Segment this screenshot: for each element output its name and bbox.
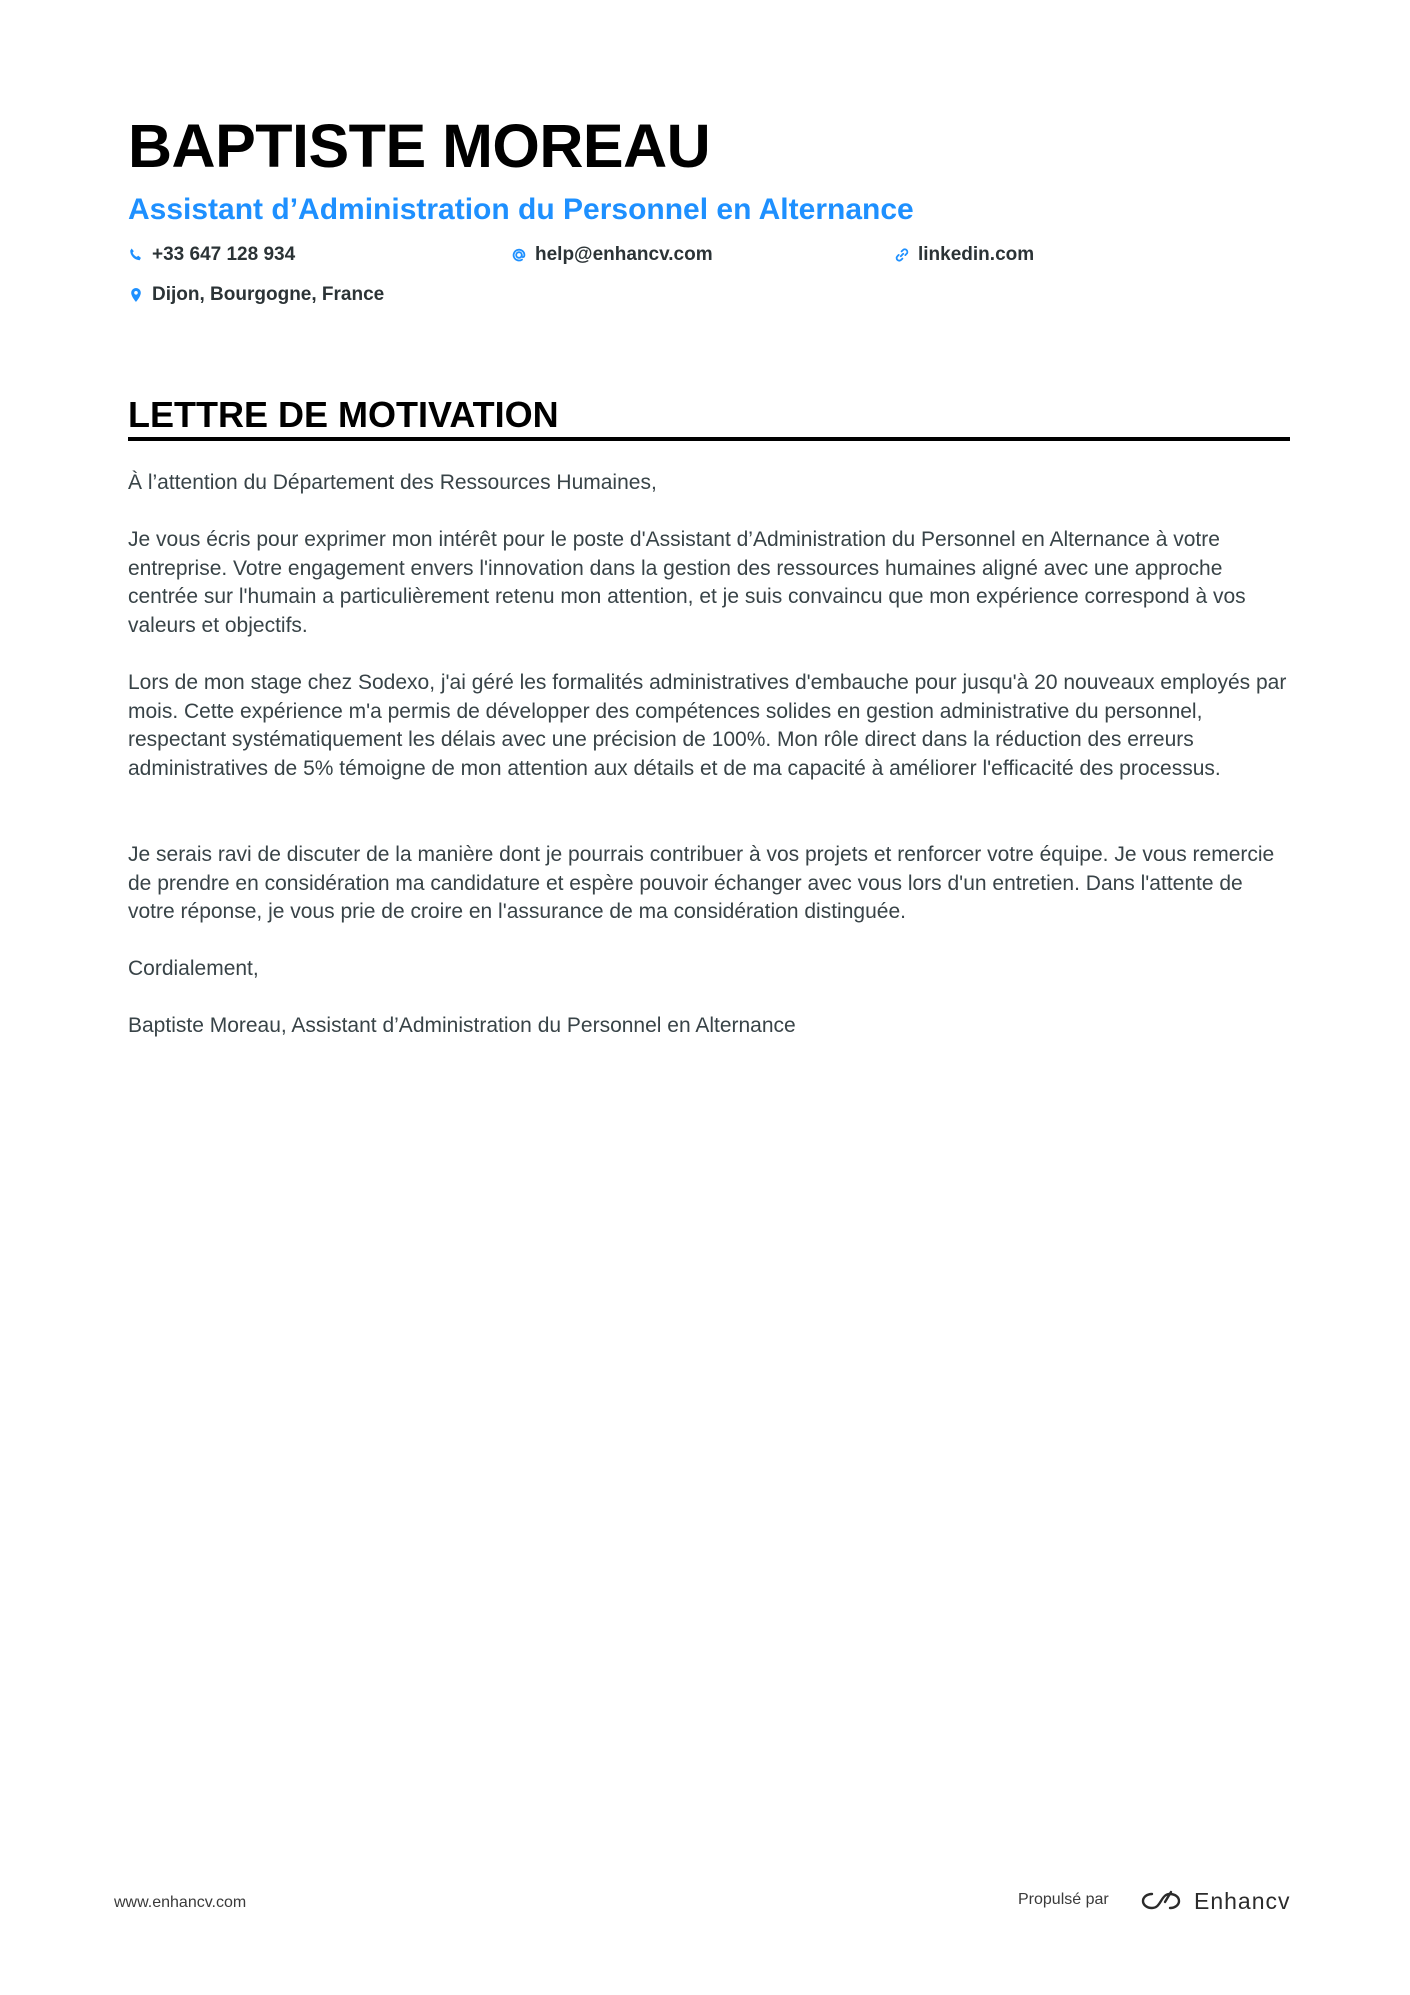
location-text: Dijon, Bourgogne, France — [152, 284, 385, 305]
at-icon — [511, 247, 527, 263]
link-icon — [894, 247, 910, 263]
letter-paragraph: Je serais ravi de discuter de la manière dont je pourrais contribuer à vos projets et renforcer votre équipe. Je vous remercie de prendre en considération ma candidature et espère pouvoir échanger avec vous lors d'un entretien. Dans l'attente de votre réponse, je vous prie de croire en l'assurance de ma considération distinguée. — [128, 843, 1275, 924]
footer-powered-by: Propulsé par — [1018, 1891, 1109, 1908]
letter-signature: Baptiste Moreau, Assistant d’Administration du Personnel en Alternance — [128, 1014, 796, 1037]
linkedin-text: linkedin.com — [918, 244, 1035, 265]
enhancv-logo-icon — [1138, 1888, 1184, 1914]
enhancv-logo[interactable] — [1138, 1886, 1291, 1916]
section-divider — [128, 437, 1290, 441]
contact-linkedin[interactable] — [894, 242, 1034, 268]
location-pin-icon — [128, 287, 144, 303]
email-text: help@enhancv.com — [535, 244, 713, 265]
phone-icon — [128, 247, 144, 263]
footer-url[interactable]: www.enhancv.com — [114, 1894, 247, 1911]
candidate-name: BAPTISTE MOREAU — [128, 112, 711, 180]
contact-location — [128, 282, 384, 308]
letter-paragraph: Je vous écris pour exprimer mon intérêt pour le poste d'Assistant d’Administration du Personnel en Alternance à votre entreprise. Votre engagement envers l'innovation dans la gestion des ressources humaines aligné avec une approche centrée sur l'humain a particulièrement retenu mon attention, et je suis convaincu que mon expérience correspond à vos valeurs et objectifs. — [128, 528, 1246, 637]
letter-closing: Cordialement, — [128, 957, 259, 980]
contact-phone[interactable] — [128, 242, 295, 268]
enhancv-logo-text: Enhancv — [1194, 1887, 1291, 1914]
phone-text: +33 647 128 934 — [152, 244, 296, 265]
letter-paragraph: Lors de mon stage chez Sodexo, j'ai géré les formalités administratives d'embauche pour jusqu'à 20 nouveaux employés par mois. Cette expérience m'a permis de développer des compétences solides en gestion administrative du personnel, respectant systématiquement les délais avec une précision de 100%. Mon rôle direct dans la réduction des erreurs administratives de 5% témoigne de mon attention aux détails et de ma capacité à améliorer l'efficacité des processus. — [128, 671, 1287, 780]
letter-greeting: À l’attention du Département des Ressources Humaines, — [128, 471, 657, 494]
contact-email[interactable] — [511, 242, 713, 268]
section-title: LETTRE DE MOTIVATION — [128, 394, 559, 435]
candidate-role: Assistant d’Administration du Personnel en Alternance — [128, 193, 914, 226]
